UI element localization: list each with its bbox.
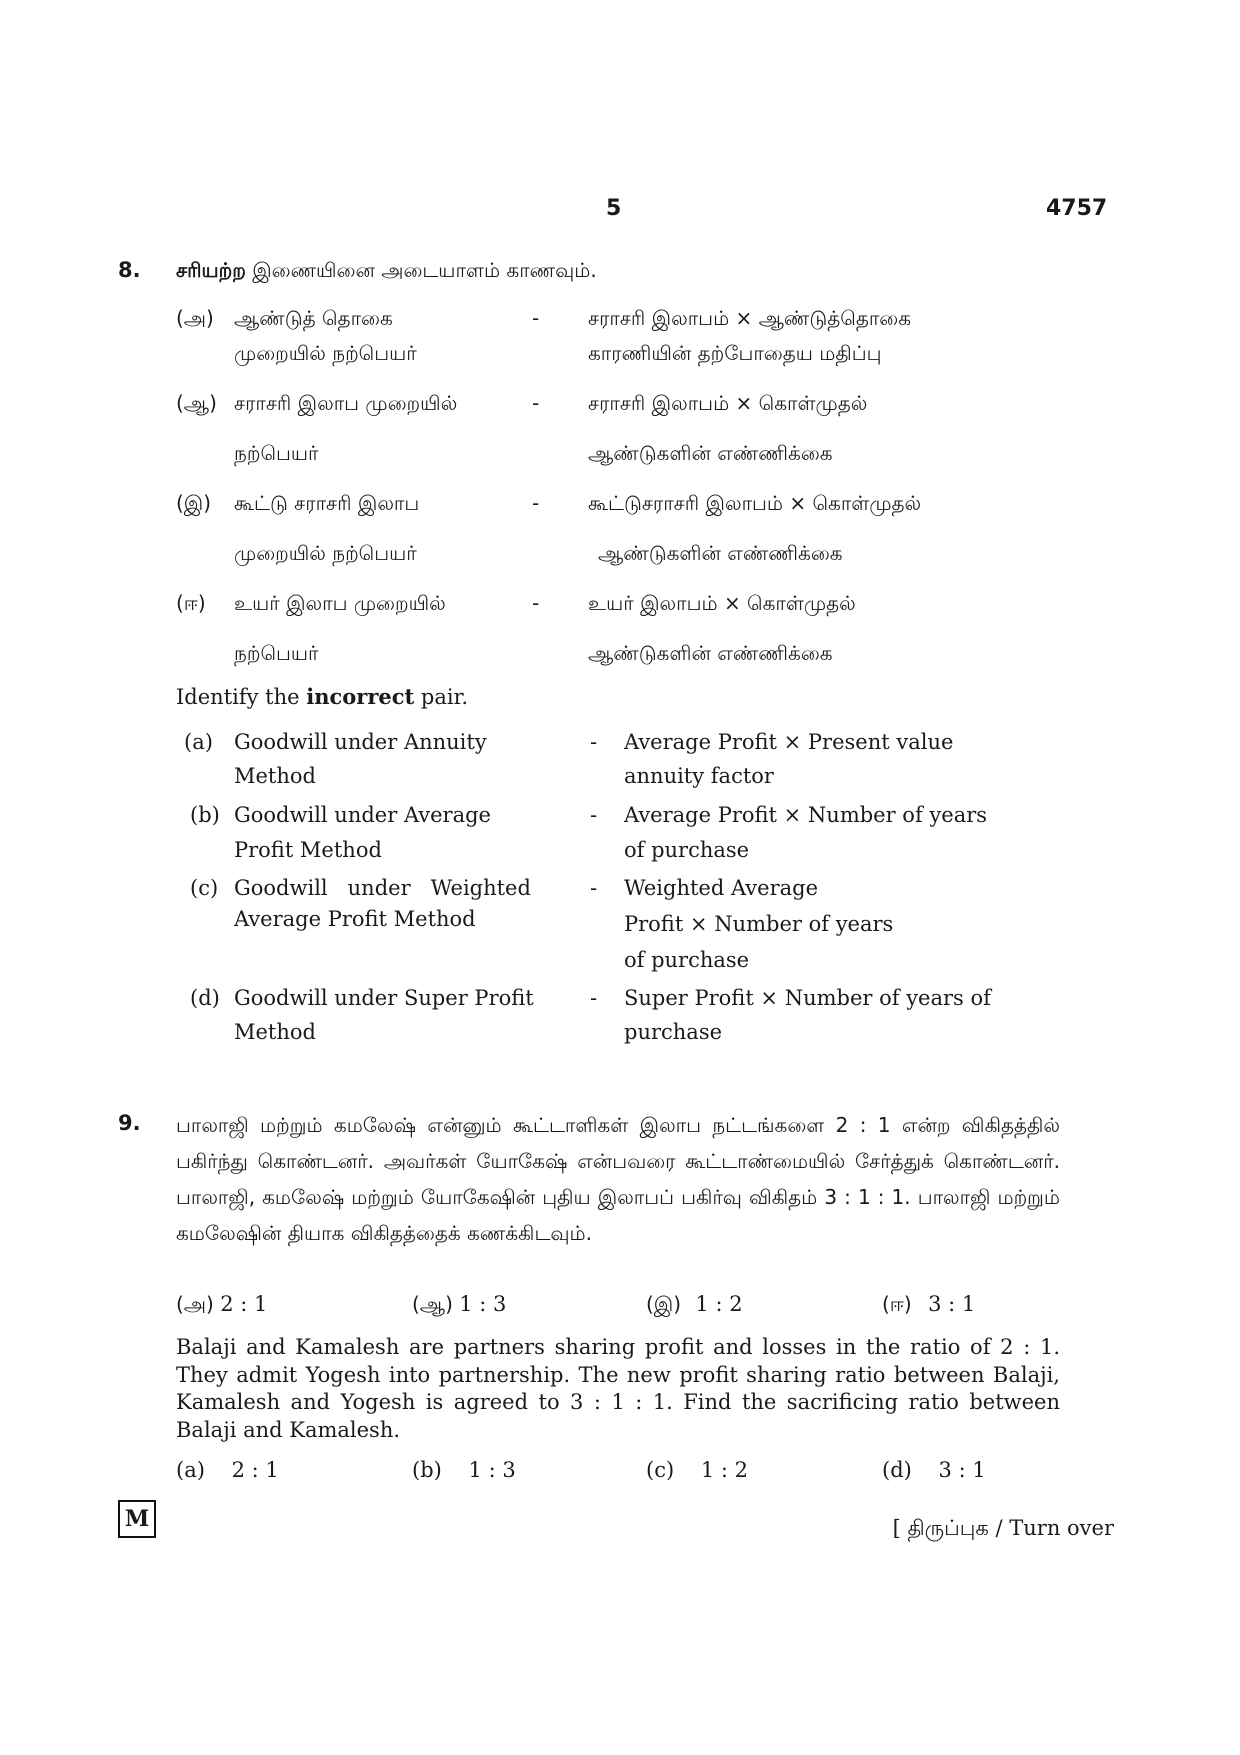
option-label: (ஆ) xyxy=(412,1292,453,1316)
en-pair-label: (d) xyxy=(190,986,220,1010)
en-pair-left: Method xyxy=(234,1020,316,1044)
ta-pair-label: (ஈ) xyxy=(176,591,206,615)
tamil-prompt-rest: இணையினை அடையாளம் காணவும். xyxy=(245,258,597,282)
ta-pair-left: உயர் இலாப முறையில் xyxy=(234,591,446,615)
pair-dash: - xyxy=(532,391,540,415)
pair-dash: - xyxy=(590,876,598,900)
en-pair-right: Average Profit × Present value xyxy=(624,730,954,754)
en-option-d xyxy=(882,1458,986,1482)
ta-pair-left: கூட்டு சராசரி இலாப xyxy=(234,491,420,515)
ta-option-b xyxy=(412,1292,506,1319)
question-9-english-text: Balaji and Kamalesh are partners sharing profit and losses in the ratio of 2 : 1. They admit Yogesh into partnership. The new profit sharing ratio between Balaji, Kamalesh and Yogesh is agreed to 3 : 1 : 1. Find the sacrificing ratio between Balaji and Kamalesh. xyxy=(176,1335,1060,1442)
option-label: (d) xyxy=(882,1458,912,1482)
en-pair-label: (a) xyxy=(184,730,213,754)
en-pair-right: Average Profit × Number of years xyxy=(624,803,988,827)
ta-pair-right: சராசரி இலாபம் × ஆண்டுத்தொகை xyxy=(588,306,912,330)
en-pair-right: Weighted Average xyxy=(624,876,819,900)
ta-pair-left: ஆண்டுத் தொகை xyxy=(234,306,393,330)
ta-pair-label: (இ) xyxy=(176,491,212,515)
en-pair-left: Goodwill under Average xyxy=(234,803,491,827)
ta-pair-left: முறையில் நற்பெயர் xyxy=(234,341,417,365)
en-pair-left: Goodwill under Annuity xyxy=(234,730,487,754)
turn-over-note: [ திருப்புக / Turn over xyxy=(892,1516,1114,1540)
option-label: (அ) xyxy=(176,1292,214,1316)
paper-mark-box: M xyxy=(118,1500,156,1538)
ta-pair-right: ஆண்டுகளின் எண்ணிக்கை xyxy=(598,541,843,565)
pair-dash: - xyxy=(590,730,598,754)
en-pair-left: Average Profit Method xyxy=(234,907,476,931)
option-value: 1 : 3 xyxy=(468,1458,516,1482)
ta-option-c xyxy=(646,1292,743,1319)
ta-option-d xyxy=(882,1292,975,1319)
option-value: 3 : 1 xyxy=(928,1292,976,1316)
pair-dash: - xyxy=(532,591,540,615)
option-label: (c) xyxy=(646,1458,675,1482)
ta-pair-right: உயர் இலாபம் × கொள்முதல் xyxy=(588,591,856,615)
english-prompt-pre: Identify the xyxy=(176,685,307,709)
option-value: 1 : 2 xyxy=(700,1458,748,1482)
question-8-number: 8. xyxy=(118,258,141,282)
en-pair-left: Goodwill under Super Profit xyxy=(234,986,534,1010)
pair-dash: - xyxy=(590,986,598,1010)
ta-pair-left: நற்பெயர் xyxy=(234,441,319,465)
question-8-tamil-prompt xyxy=(176,258,597,285)
ta-pair-label: (ஆ) xyxy=(176,391,217,415)
question-9-number: 9. xyxy=(118,1111,141,1135)
option-value: 2 : 1 xyxy=(220,1292,268,1316)
en-pair-right: annuity factor xyxy=(624,764,774,788)
ta-pair-right: ஆண்டுகளின் எண்ணிக்கை xyxy=(588,641,833,665)
en-pair-left: Profit Method xyxy=(234,838,382,862)
option-value: 1 : 2 xyxy=(695,1292,743,1316)
ta-pair-right: ஆண்டுகளின் எண்ணிக்கை xyxy=(588,441,833,465)
question-9-tamil-text: பாலாஜி மற்றும் கமலேஷ் என்னும் கூட்டாளிகள் இலாப நட்டங்களை 2 : 1 என்ற விகிதத்தில் பகிர்ந்து கொண்டனர். அவர்கள் யோகேஷ் என்பவரை கூட்டாண்மையில் சேர்த்துக் கொண்டனர். பாலாஜி, கமலேஷ் மற்றும் யோகேஷின் புதிய இலாபப் பகிர்வு விகிதம் 3 : 1 : 1. பாலாஜி மற்றும் கமலேஷின் தியாக விகிதத்தைக் கணக்கிடவும். xyxy=(176,1113,1060,1245)
option-value: 2 : 1 xyxy=(231,1458,279,1482)
option-value: 1 : 3 xyxy=(459,1292,507,1316)
option-label: (ஈ) xyxy=(882,1292,912,1316)
en-pair-right: Super Profit × Number of years of xyxy=(624,986,991,1010)
question-8-english-prompt xyxy=(176,684,468,709)
en-option-a xyxy=(176,1458,279,1482)
ta-option-a xyxy=(176,1292,267,1319)
en-pair-right: of purchase xyxy=(624,838,750,862)
option-label: (a) xyxy=(176,1458,205,1482)
en-pair-left: Method xyxy=(234,764,316,788)
pair-dash: - xyxy=(532,491,540,515)
english-prompt-post: pair. xyxy=(414,685,469,709)
pair-dash: - xyxy=(590,803,598,827)
ta-pair-left: சராசரி இலாப முறையில் xyxy=(234,391,458,415)
option-value: 3 : 1 xyxy=(938,1458,986,1482)
en-pair-label: (c) xyxy=(190,876,219,900)
en-pair-right: of purchase xyxy=(624,948,750,972)
option-label: (இ) xyxy=(646,1292,682,1316)
english-prompt-emphasis: incorrect xyxy=(306,684,415,709)
en-pair-right: Profit × Number of years xyxy=(624,912,894,936)
ta-pair-label: (அ) xyxy=(176,306,214,330)
pair-dash: - xyxy=(532,306,540,330)
ta-pair-right: சராசரி இலாபம் × கொள்முதல் xyxy=(588,391,868,415)
tamil-prompt-emphasis: சரியற்ற xyxy=(176,258,246,282)
en-pair-label: (b) xyxy=(190,803,220,827)
en-option-b xyxy=(412,1458,516,1482)
ta-pair-right: கூட்டுசராசரி இலாபம் × கொள்முதல் xyxy=(588,491,922,515)
ta-pair-left: நற்பெயர் xyxy=(234,641,319,665)
en-pair-left: Goodwill under Weighted xyxy=(234,876,531,900)
page-number: 5 xyxy=(606,196,622,221)
en-option-c xyxy=(646,1458,748,1482)
ta-pair-left: முறையில் நற்பெயர் xyxy=(234,541,417,565)
en-pair-right: purchase xyxy=(624,1020,723,1044)
option-label: (b) xyxy=(412,1458,442,1482)
ta-pair-right: காரணியின் தற்போதைய மதிப்பு xyxy=(588,341,882,365)
paper-code: 4757 xyxy=(1046,196,1108,221)
